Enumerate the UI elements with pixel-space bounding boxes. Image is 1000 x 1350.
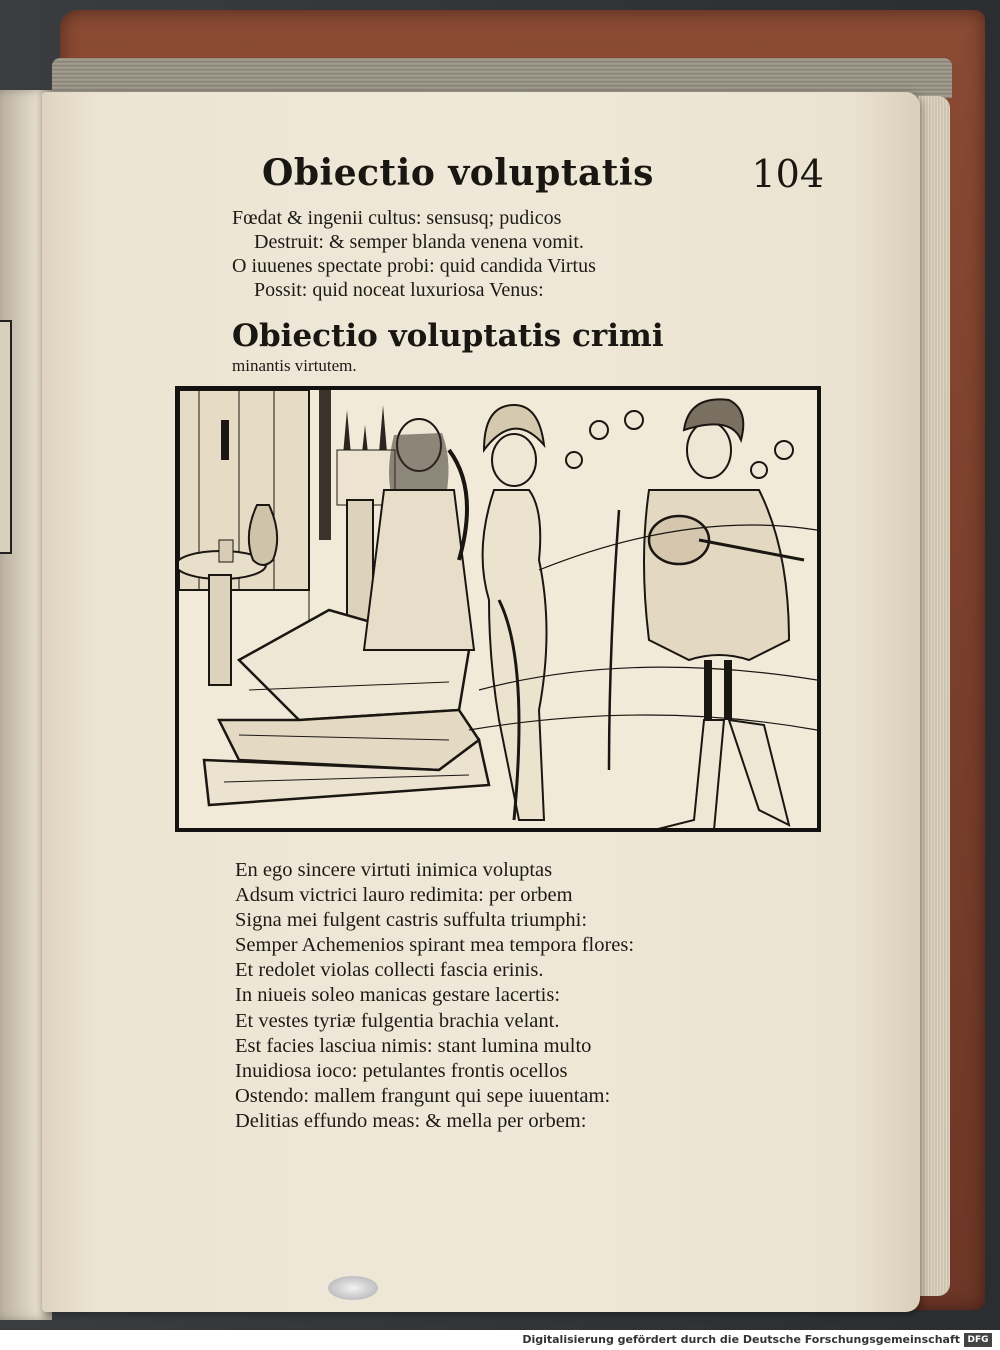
book-clip — [328, 1276, 378, 1300]
verse-line: Est facies lasciua nimis: stant lumina multo — [235, 1034, 592, 1057]
verse-line: Ostendo: mallem frangunt qui sepe iuuentam: — [235, 1084, 611, 1107]
page-header — [262, 152, 832, 202]
top-verse — [232, 206, 596, 302]
dfg-logo-icon: DFG — [964, 1333, 992, 1347]
main-verse — [235, 858, 634, 1134]
verse-line: Delitias effundo meas: & mella per orbem: — [235, 1109, 587, 1132]
page-edges-right — [918, 96, 950, 1296]
woodcut-drawing — [179, 390, 817, 828]
funding-notice: Digitalisierung gefördert durch die Deutsche Forschungsgemeinschaft — [522, 1333, 960, 1346]
verse-line: In niueis soleo manicas gestare lacertis: — [235, 984, 561, 1007]
section-title: Obiectio voluptatis crimi — [232, 318, 664, 354]
verse-line: Inuidiosa ioco: petulantes frontis ocellos — [235, 1059, 568, 1082]
verse-line: Et redolet violas collecti fascia erinis. — [235, 959, 544, 982]
verse-line: Semper Achemenios spirant mea tempora flores: — [235, 934, 635, 957]
verse-line: Destruit: & semper blanda venena vomit. — [254, 231, 584, 253]
page-number: 104 — [751, 152, 824, 196]
verse-line: En ego sincere virtuti inimica voluptas — [235, 859, 553, 881]
verse-line: Adsum victrici lauro redimita: per orbem — [235, 884, 573, 907]
verse-line: Et vestes tyriæ fulgentia brachia velant. — [235, 1009, 560, 1032]
verse-line: O iuuenes spectate probi: quid candida Virtus — [232, 255, 596, 277]
woodcut-illustration — [175, 386, 821, 832]
section-subtitle: minantis virtutem. — [232, 356, 357, 375]
verse-line: Fœdat & ingenii cultus: sensusq; pudicos — [232, 207, 562, 229]
footer-bar — [0, 1330, 1000, 1350]
verse-line: Possit: quid noceat luxuriosa Venus: — [254, 279, 544, 301]
left-page-plate — [0, 320, 12, 554]
verse-line: Signa mei fulgent castris suffulta triumphi: — [235, 909, 588, 932]
running-title: Obiectio voluptatis — [262, 152, 654, 194]
